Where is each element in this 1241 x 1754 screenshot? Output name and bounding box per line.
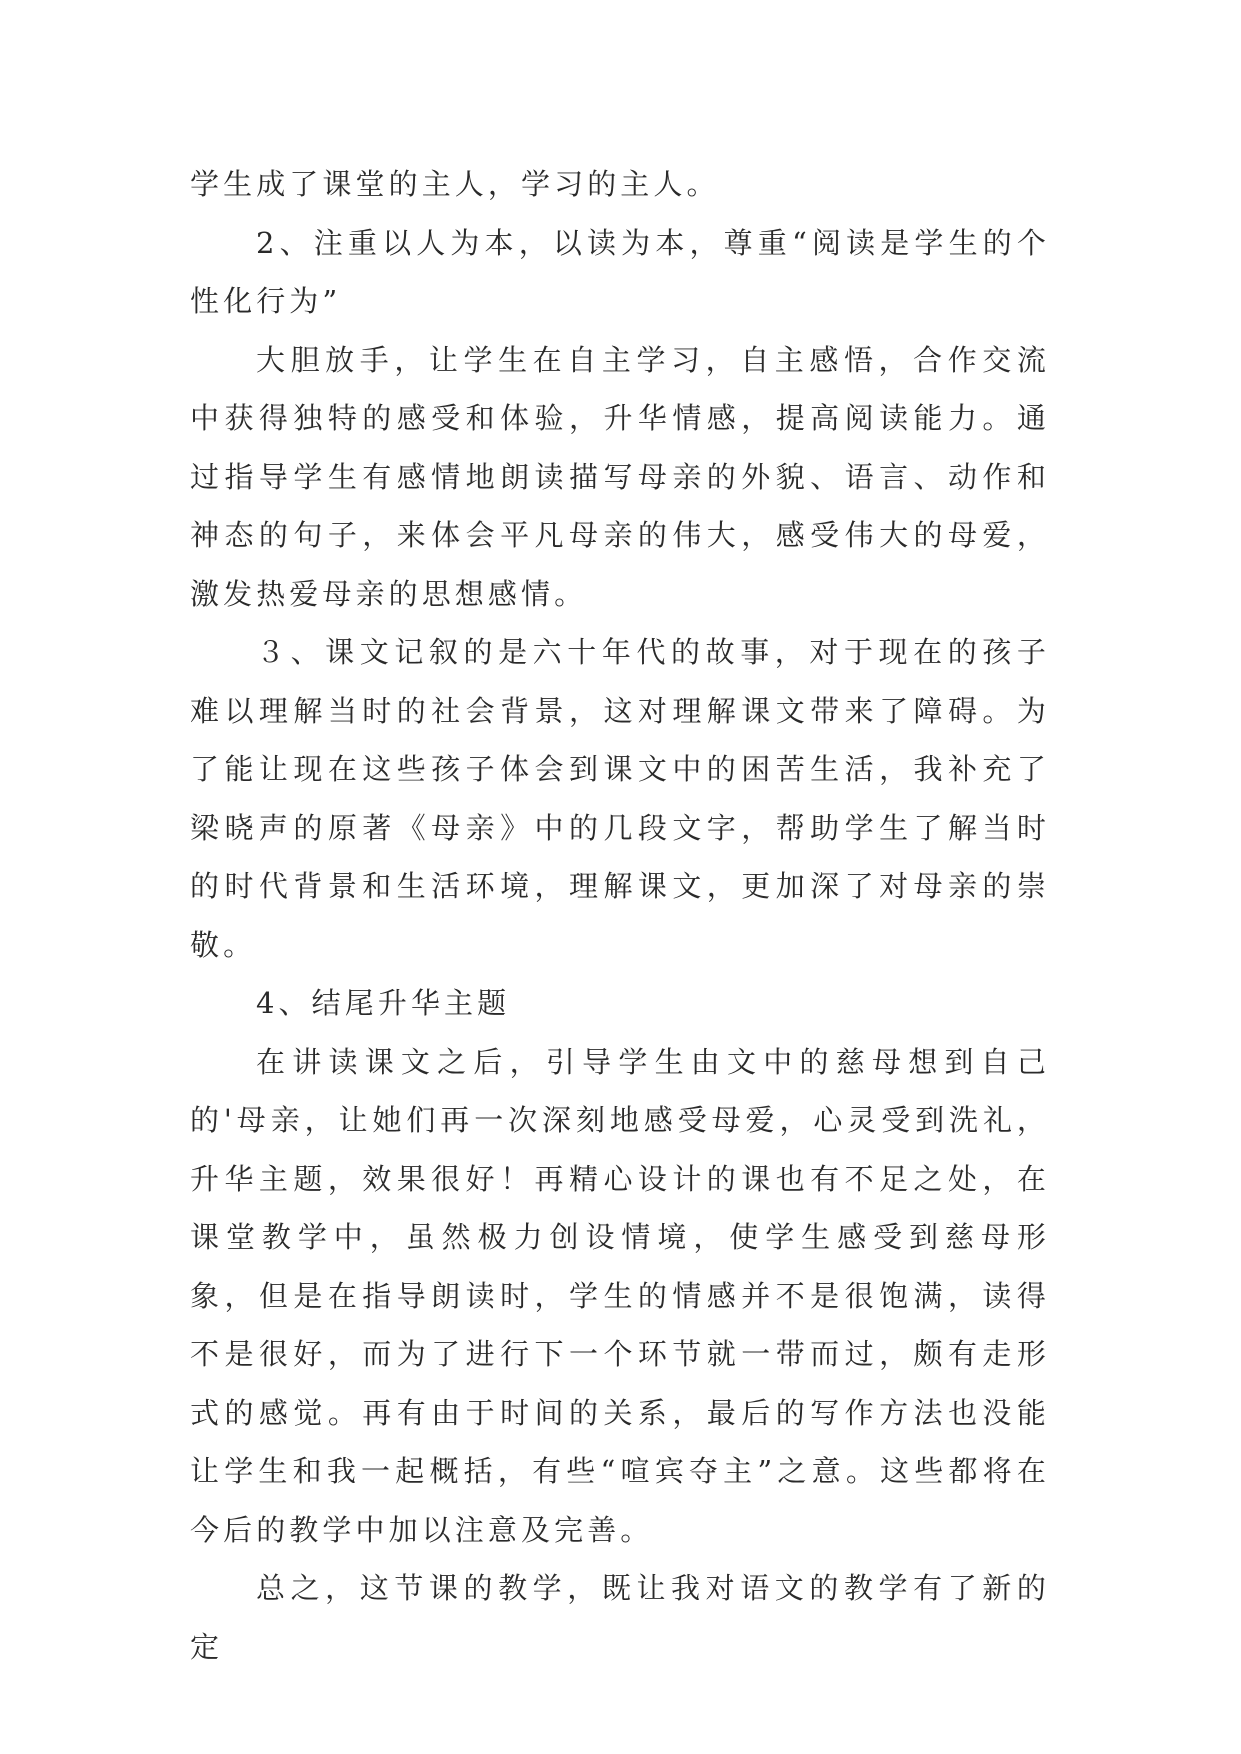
paragraph-continuation: 学生成了课堂的主人，学习的主人。 <box>190 167 720 201</box>
paragraph-point-4-heading: 4、结尾升华主题 <box>256 986 511 1020</box>
document-page <box>190 155 1050 1664</box>
paragraph-point-2-body: 大胆放手，让学生在自主学习，自主感悟，合作交流中获得独特的感受和体验，升华情感，提高阅读能力。通过指导学生有感情地朗读描写母亲的外貌、语言、动作和神态的句子，来体会平凡母亲的伟大，感受伟大的母爱，激发热爱母亲的思想感情。 <box>190 342 1050 611</box>
paragraph-point-3: ３、课文记叙的是六十年代的故事，对于现在的孩子难以理解当时的社会背景，这对理解课文带来了障碍。为了能让现在这些孩子体会到课文中的困苦生活，我补充了梁晓声的原著《母亲》中的几段文字，帮助学生了解当时的时代背景和生活环境，理解课文，更加深了对母亲的崇敬。 <box>190 635 1050 962</box>
paragraph-point-4-body: 在讲读课文之后，引导学生由文中的慈母想到自己的'母亲，让她们再一次深刻地感受母爱，心灵受到洗礼，升华主题，效果很好！再精心设计的课也有不足之处，在课堂教学中，虽然极力创设情境，使学生感受到慈母形象，但是在指导朗读时，学生的情感并不是很饱满，读得不是很好，而为了进行下一个环节就一带而过，颇有走形式的感觉。再有由于时间的关系，最后的写作方法也没能让学生和我一起概括，有些“喧宾夺主”之意。这些都将在今后的教学中加以注意及完善。 <box>190 1044 1050 1547</box>
paragraph-point-2-heading: 2、注重以人为本，以读为本，尊重“阅读是学生的个性化行为” <box>190 225 1050 318</box>
paragraph-conclusion: 总之，这节课的教学，既让我对语文的教学有了新的定 <box>190 1571 1050 1664</box>
